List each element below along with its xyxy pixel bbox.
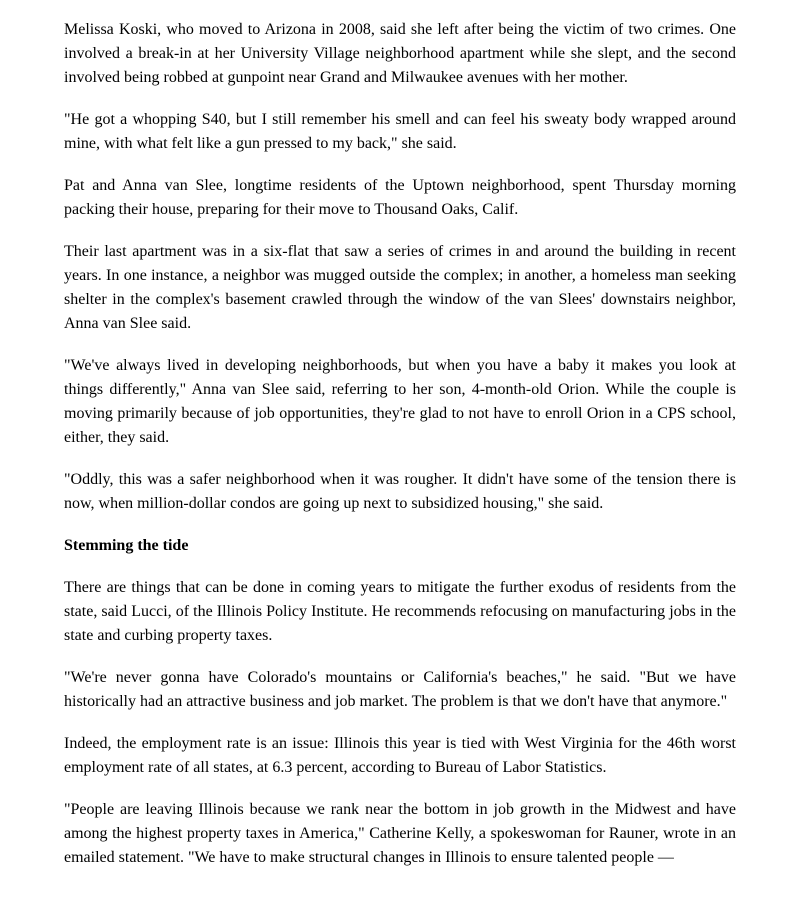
- article-paragraph: "We've always lived in developing neighborhoods, but when you have a baby it makes you look at things differently," Anna van Slee said, referring to her son, 4-month-old Orion. While the couple is moving primarily because of job opportunities, they're glad to not have to enroll Orion in a CPS school, either, they said.: [64, 357, 736, 446]
- article-paragraph: Pat and Anna van Slee, longtime residents of the Uptown neighborhood, spent Thursday morning packing their house, preparing for their move to Thousand Oaks, Calif.: [64, 177, 736, 218]
- article-paragraph: "He got a whopping S40, but I still remember his smell and can feel his sweaty body wrapped around mine, with what felt like a gun pressed to my back," she said.: [64, 111, 736, 152]
- article-paragraph: "People are leaving Illinois because we rank near the bottom in job growth in the Midwest and have among the highest property taxes in America," Catherine Kelly, a spokeswoman for Rauner, wrote in an emailed statement. "We have to make structural changes in Illinois to ensure talented people —: [64, 801, 736, 866]
- article-paragraph: "Oddly, this was a safer neighborhood when it was rougher. It didn't have some of the tension there is now, when million-dollar condos are going up next to subsidized housing," she said.: [64, 471, 736, 512]
- article-body: [64, 18, 736, 870]
- article-paragraph: Melissa Koski, who moved to Arizona in 2008, said she left after being the victim of two crimes. One involved a break-in at her University Village neighborhood apartment while she slept, and the second involved being robbed at gunpoint near Grand and Milwaukee avenues with her mother.: [64, 21, 736, 86]
- article-paragraph: Their last apartment was in a six-flat that saw a series of crimes in and around the building in recent years. In one instance, a neighbor was mugged outside the complex; in another, a homeless man seeking shelter in the complex's basement crawled through the window of the van Slees' downstairs neighbor, Anna van Slee said.: [64, 243, 736, 332]
- article-paragraph: "We're never gonna have Colorado's mountains or California's beaches," he said. "But we have historically had an attractive business and job market. The problem is that we don't have that anymore.": [64, 669, 736, 710]
- article-paragraph: There are things that can be done in coming years to mitigate the further exodus of residents from the state, said Lucci, of the Illinois Policy Institute. He recommends refocusing on manufacturing jobs in the state and curbing property taxes.: [64, 579, 736, 644]
- section-heading: Stemming the tide: [64, 537, 189, 554]
- article-paragraph: Indeed, the employment rate is an issue: Illinois this year is tied with West Virginia for the 46th worst employment rate of all states, at 6.3 percent, according to Bureau of Labor Statistics.: [64, 735, 736, 776]
